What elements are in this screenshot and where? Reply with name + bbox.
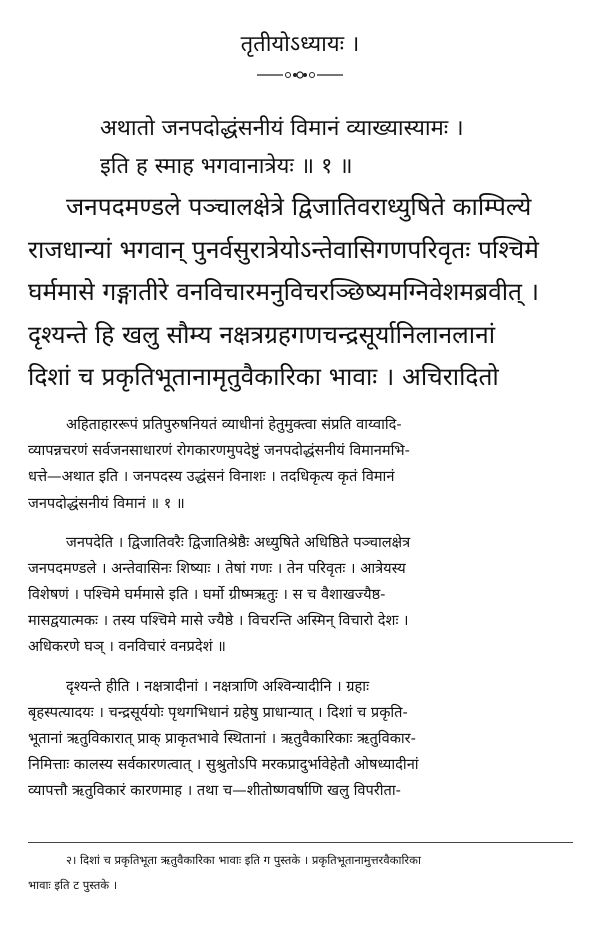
ornament-divider-icon [255,66,345,84]
commentary-line: जनपदमण्डले । अन्तेवासिनः शिष्याः । तेषां गणः । तेन परिवृतः । आत्रेयस्य [28,560,406,577]
commentary-line: बृहस्पत्यादयः । चन्द्रसूर्ययोः पृथगभिधानं ग्रहेषु प्राधान्यात् । दिशां च प्रकृति- [28,704,408,721]
commentary-line: भूतानां ऋतुविकारात् प्राक् प्राकृतभावे स्थितानां । ऋतुवैकारिकाः ऋतुविकार- [28,730,416,747]
commentary-line: धत्ते—अथात इति । जनपदस्य उद्धंसनं विनाशः । तदधिकृत्य कृतं विमानं [28,468,395,485]
commentary-line: जनपदोद्धंसनीयं विमानं ॥ १ ॥ [28,495,185,512]
commentary-line: व्यापन्नचरणं सर्वजनसाधारणं रोगकारणमुपदेष्टुं जनपदोद्धंसनीयं विमानमभि- [28,442,410,459]
commentary-line: व्यापत्तौ ऋतुविकारं कारणमाह । तथा च—शीतोष्णवर्षाणि खलु विपरीता- [28,782,401,799]
commentary-line: अहिताहाररूपं प्रतिपुरुषनियतं व्याधीनां हेतुमुक्त्वा संप्रति वाय्वादि- [66,416,402,433]
main-text-line: घर्ममासे गङ्गातीरे वनविचारमनुविचरञ्छिष्यमग्निवेशमब्रवीत् । [28,277,540,306]
sutra-line: अथातो जनपदोद्धंसनीयं विमानं व्याख्यास्यामः । [100,116,464,141]
main-text-line: दिशां च प्रकृतिभूतानामृतुवैकारिका भावाः । अचिरादितो [28,362,499,391]
footnote-divider [28,842,573,843]
main-text-line: जनपदमण्डले पञ्चालक्षेत्रे द्विजातिवराध्युषिते काम्पिल्ये [66,192,532,221]
commentary-line: दृश्यन्ते हीति । नक्षत्रादीनां । नक्षत्राणि अश्विन्यादीनि । ग्रहाः [66,678,370,695]
sutra-line: इति ह स्माह भगवानात्रेयः ॥ १ ॥ [100,154,353,179]
commentary-line: अधिकरणे घञ् । वनविचारं वनप्रदेशं ॥ [28,638,226,655]
main-text-line: दृश्यन्ते हि खलु सौम्य नक्षत्रग्रहगणचन्द्रसूर्यानिलानलानां [28,320,496,349]
commentary-line: निमित्ताः कालस्य सर्वकारणत्वात् । सुश्रुतोऽपि मरकप्रादुर्भावेहेतौ ओषध्यादीनां [28,756,419,773]
commentary-line: मासद्वयात्मकः । तस्य पश्चिमे मासे ज्यैष्ठे । विचरन्ति अस्मिन् विचारो देशः । [28,612,409,629]
commentary-line: विशेषणं । पश्चिमे घर्ममासे इति । घर्मो ग्रीष्मऋतुः । स च वैशाखज्यैष्ठ- [28,586,386,603]
commentary-line: जनपदेति । द्विजातिवरैः द्विजातिश्रेष्ठैः अध्युषिते अधिष्ठिते पञ्चालक्षेत्र [66,534,411,551]
footnote-line: २। दिशां च प्रकृतिभूता ऋतुवैकारिका भावाः इति ग पुस्तके । प्रकृतिभूतानामुत्तरवैकारिका [66,853,421,867]
chapter-title: तृतीयोऽध्यायः । [240,32,360,57]
footnote-line: भावाः इति ट पुस्तके । [28,878,118,892]
main-text-line: राजधान्यां भगवान् पुनर्वसुरात्रेयोऽन्तेवासिगणपरिवृतः पश्चिमे [28,235,539,264]
